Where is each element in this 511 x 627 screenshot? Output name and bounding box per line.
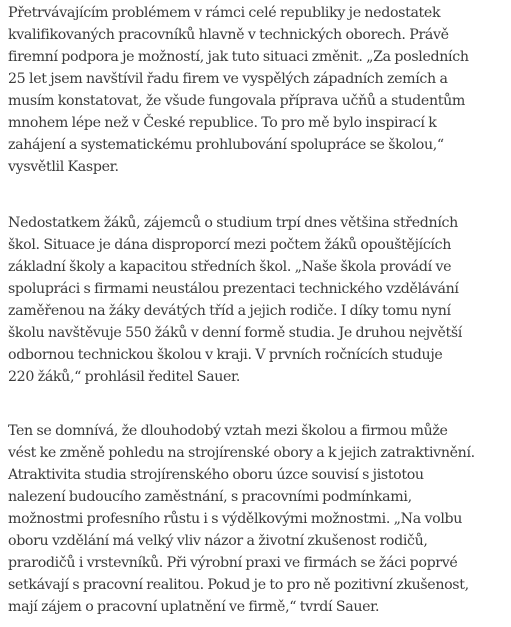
paragraph-line: školu navštěvuje 550 žáků v denní formě studia. Je druhou největší [8, 325, 462, 341]
paragraph-line: mají zájem o pracovní uplatnění ve firmě,“ tvrdí Sauer. [8, 599, 380, 615]
paragraph-line: oboru vzdělání má velký vliv názor a životní zkušenost rodičů, [8, 533, 428, 549]
paragraph-line: nalezení budoucího zaměstnání, s pracovními podmínkami, [8, 489, 412, 505]
paragraph-line: mnohem lépe než v České republice. To pro mě bylo inspirací k [8, 115, 437, 131]
paragraph-line: škol. Situace je dána disproporcí mezi počtem žáků opouštějících [8, 237, 452, 253]
paragraph-line: firemní podpora je možností, jak tuto situaci změnit. „Za posledních [8, 49, 469, 65]
paragraph-line: kvalifikovaných pracovníků hlavně v technických oborech. Právě [8, 27, 449, 43]
paragraph-line: Nedostatkem žáků, zájemců o studium trpí dnes většina středních [8, 215, 458, 231]
paragraph-2 [8, 212, 508, 388]
paragraph-line: setkávají s pracovní realitou. Pokud je to pro ně pozitivní zkušenost, [8, 577, 469, 593]
paragraph-line: základní školy a kapacitou středních škol. „Naše škola provádí ve [8, 259, 452, 275]
paragraph-line: 25 let jsem navštívil řadu firem ve vyspělých západních zemích a [8, 71, 448, 87]
paragraph-line: zaměřenou na žáky devátých tříd a jejich rodiče. I díky tomu nyní [8, 303, 451, 319]
paragraph-line: Ten se domnívá, že dlouhodobý vztah mezi školou a firmou může [8, 423, 448, 439]
paragraph-line: vést ke změně pohledu na strojírenské obory a k jejich zatraktivnění. [8, 445, 475, 461]
paragraph-line: Atraktivita studia strojírenského oboru úzce souvisí s jistotou [8, 467, 424, 483]
paragraph-line: prarodičů i vrstevníků. Při výrobní praxi ve firmách se žáci poprvé [8, 555, 458, 571]
paragraph-line: spolupráci s firmami neustálou prezentaci technického vzdělávání [8, 281, 459, 297]
paragraph-line: Přetrvávajícím problémem v rámci celé republiky je nedostatek [8, 5, 441, 21]
paragraph-line: odbornou technickou školou v kraji. V prvních ročnících studuje [8, 347, 443, 363]
paragraph-1 [8, 2, 508, 178]
paragraph-line: zahájení a systematickému prohlubování spolupráce se školou,“ [8, 137, 444, 153]
paragraph-line: musím konstatovat, že všude fungovala příprava učňů a studentům [8, 93, 465, 109]
paragraph-line: vysvětlil Kasper. [8, 159, 119, 175]
paragraph-3 [8, 420, 508, 618]
paragraph-line: možnostmi profesního růstu i s výdělkovými možnostmi. „Na volbu [8, 511, 463, 527]
paragraph-line: 220 žáků,“ prohlásil ředitel Sauer. [8, 369, 241, 385]
